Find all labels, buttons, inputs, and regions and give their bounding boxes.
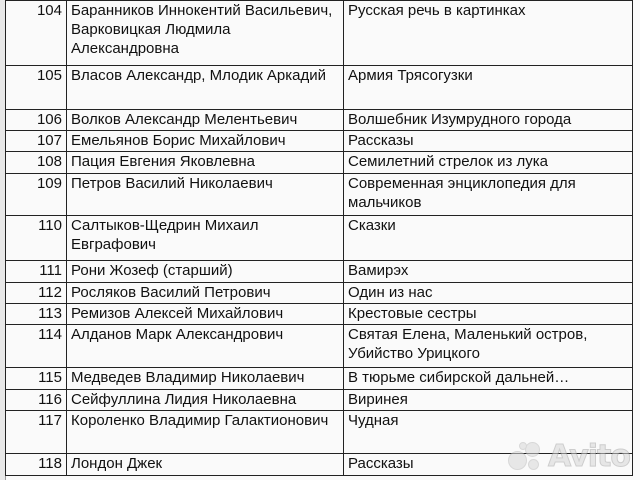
title-cell: Семилетний стрелок из лука — [344, 152, 633, 174]
book-table — [5, 0, 633, 476]
title-cell: Волшебник Изумрудного города — [344, 110, 633, 131]
row-number: 104 — [6, 1, 67, 66]
author-cell: Власов Александр, Млодик Аркадий — [67, 66, 344, 110]
row-number: 105 — [6, 66, 67, 110]
table-row — [6, 283, 633, 304]
row-number: 114 — [6, 325, 67, 368]
title-cell: Крестовые сестры — [344, 304, 633, 325]
table-row — [6, 131, 633, 152]
title-cell: Рассказы — [344, 131, 633, 152]
table-row — [6, 325, 633, 368]
row-number: 109 — [6, 174, 67, 216]
author-cell: Медведев Владимир Николаевич — [67, 368, 344, 390]
table-row — [6, 174, 633, 216]
row-number: 108 — [6, 152, 67, 174]
author-cell: Пация Евгения Яковлевна — [67, 152, 344, 174]
row-number: 106 — [6, 110, 67, 131]
title-cell: Русская речь в картинках — [344, 1, 633, 66]
author-cell: Волков Александр Мелентьевич — [67, 110, 344, 131]
title-cell: Вамирэх — [344, 261, 633, 283]
row-number: 113 — [6, 304, 67, 325]
row-number: 117 — [6, 411, 67, 454]
avito-logo-icon — [508, 442, 542, 472]
author-cell: Алданов Марк Александрович — [67, 325, 344, 368]
table-row — [6, 66, 633, 110]
author-cell: Баранников Иннокентий Васильевич, Варковицкая Людмила Александровна — [67, 1, 344, 66]
row-number: 115 — [6, 368, 67, 390]
title-cell: Один из нас — [344, 283, 633, 304]
title-cell: Рассказы — [344, 454, 633, 476]
title-cell: Сказки — [344, 216, 633, 261]
table-row — [6, 261, 633, 283]
table-row — [6, 216, 633, 261]
author-cell: Салтыков-Щедрин Михаил Евграфович — [67, 216, 344, 261]
avito-watermark — [508, 439, 630, 474]
row-number: 111 — [6, 261, 67, 283]
author-cell: Емельянов Борис Михайлович — [67, 131, 344, 152]
author-cell: Рони Жозеф (старший) — [67, 261, 344, 283]
title-cell: Виринея — [344, 390, 633, 411]
author-cell: Ремизов Алексей Михайлович — [67, 304, 344, 325]
row-number: 107 — [6, 131, 67, 152]
table-row — [6, 368, 633, 390]
row-number: 118 — [6, 454, 67, 476]
row-number: 110 — [6, 216, 67, 261]
title-cell: Армия Трясогузки — [344, 66, 633, 110]
title-cell: В тюрьме сибирской дальней… — [344, 368, 633, 390]
title-cell: Чудная — [344, 411, 633, 454]
title-cell: Святая Елена, Маленький остров, Убийство Урицкого — [344, 325, 633, 368]
table-row — [6, 390, 633, 411]
author-cell: Лондон Джек — [67, 454, 344, 476]
title-cell: Современная энциклопедия для мальчиков — [344, 174, 633, 216]
author-cell: Сейфуллина Лидия Николаевна — [67, 390, 344, 411]
table-row — [6, 1, 633, 66]
author-cell: Росляков Василий Петрович — [67, 283, 344, 304]
watermark-text: Avito — [548, 439, 630, 474]
row-number: 112 — [6, 283, 67, 304]
table-row — [6, 152, 633, 174]
author-cell: Петров Василий Николаевич — [67, 174, 344, 216]
author-cell: Короленко Владимир Галактионович — [67, 411, 344, 454]
row-number: 116 — [6, 390, 67, 411]
book-table-body — [6, 1, 633, 476]
table-row — [6, 110, 633, 131]
table-row — [6, 304, 633, 325]
